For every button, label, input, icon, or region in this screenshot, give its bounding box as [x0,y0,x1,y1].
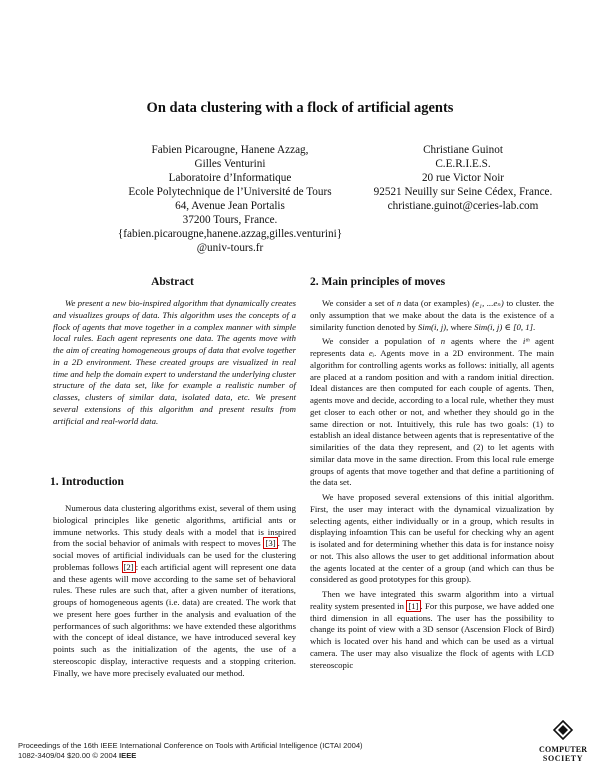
logo-line-1: COMPUTER [539,745,588,754]
author-line: 20 rue Victor Noir [421,172,505,184]
text-span: agents where the [445,336,523,347]
proceedings-footer [18,741,363,760]
text-span: Numerous data clustering algorithms exist, several of them using biological principles like genetic algorithms, artificial ants or immune networks. This study deals with a model that is inspired from the social behavior of animals with respect to moves [53,503,296,549]
principles-paragraph-3: We have proposed several extensions of this initial algorithm. First, the user may interact with the dynamical vizualization by selecting agents, either individually or in a group, which results in displaying infoamtion This can be useful for checking why an agent is isolated and for determining whether this data is for instance noisy or not. This also allows the user to get additional information about the agents located at the center of a group (and which can thus be considered as good prototypes for this group). [310,492,554,585]
abstract-paragraph: We present a new bio-inspired algorithm that dynamically creates and visualizes groups of data. This algorithm uses the concepts of a flock of agents that move together in a complex manner with simple local rules. Each agent represents one data. The agents move with the aim of creating homogeneous groups of data that evolve together in a 2D environment. These created groups are visualized in real time and help the domain expert to understand the underlying cluster structure of the data set, like for example a realistic number of classes, clusters of similar data, isolated data, etc. We present several extensions of this algorithm and present results from artificial and real-world data. [53,298,296,426]
text-span: We consider a population of [322,336,441,347]
text-span: to cluster. the only assumption that we make about the data is the existence of a similarity function denoted by [310,298,555,332]
author-line: C.E.R.I.E.S. [435,158,491,170]
author-line: Christiane Guinot [423,144,503,156]
text-span: We consider a set of [322,298,397,308]
intro-text [53,503,296,679]
text-span: agent represents data [310,336,554,358]
author-line: @univ-tours.fr [196,242,264,254]
author-line: 92521 Neuilly sur Seine Cédex, France. [373,186,553,198]
citation-link-3[interactable]: [3] [265,538,276,549]
author-line: Ecole Polytechnique de l’Université de Tours [128,186,332,198]
copyright-text: 1082-3409/04 $20.00 © 2004 [18,750,120,760]
authors-right [338,143,588,213]
citation-link-1[interactable]: [1] [408,600,419,611]
section-1-heading: 1. Introduction [50,476,124,488]
principles-paragraph-1 [310,298,554,333]
text-span: Then we have integrated this swarm algorithm into a virtual reality system presented in [310,589,554,611]
logo-line-2: SOCIETY [542,754,584,763]
math-data-set: (e₁, ...eₙ) [472,298,504,308]
principles-text [310,298,554,671]
abstract-text [53,298,296,427]
math-sim-range: Sim(i, j) ∈ [0, 1] [474,321,534,332]
math-sim: Sim(i, j) [417,321,447,332]
ieee-computer-society-logo-icon [552,720,574,740]
paper-title: On data clustering with a flock of artificial agents [146,100,454,116]
footer-line-2 [18,751,363,761]
footer-line-1: Proceedings of the 16th IEEE International Conference on Tools with Artificial Intelligence (ICTAI 2004) [18,741,363,750]
principles-paragraph-2 [310,336,554,489]
math-n: n [396,298,402,308]
text-span: . For this purpose, we have added one third dimension in all equations. The user has the possibility to change its point of view with a 3D sensor (Ascension Flock of Bird) which is located over his hand and which can be used as a virtual camera. The user may also visualize the flock of agents with LCD stereoscopic [310,600,554,670]
intro-paragraph [53,503,296,679]
author-line: 37200 Tours, France. [182,214,278,226]
ieee-label: IEEE [119,750,137,760]
author-line: Laboratoire d’Informatique [168,172,292,184]
section-2-heading: 2. Main principles of moves [310,276,446,288]
citation-link-2[interactable]: [2] [123,561,134,572]
math-n: n [440,336,446,347]
author-line: {fabien.picarougne,hanene.azzag,gilles.venturini} [117,228,343,240]
text-span: . Agents move in a 2D environment. The main algorithm for controlling agents works as follows: initially, all agents are placed at a random position and with a random initial direction. Ideal distances are then computed for each couple of agents. Then, agents move and decide, according to a local rule, whether they must get closer to each other or not, and whether they should go in the same direction or not. Intuitively, this rule has two goals: (1) to establish an ideal distance between agents that is representative of the similarities of the data they represent, and (2) to let agents with similar data move in the same direction. From this local rule emerge groups of agents that move together and that define a partitioning of the data set. [310,348,554,488]
author-line: Fabien Picarougne, Hanene Azzag, [151,144,309,156]
abstract-heading: Abstract [151,276,194,288]
author-line: 64, Avenue Jean Portalis [175,200,285,212]
author-line: Gilles Venturini [194,158,266,170]
text-span: : each artificial agent will represent one data and these agents will move according to the same set of behavioral rules. These rules are such that, after a given number of iterations, groups of homogeneous agents (i.e. data) are created. The work that we present here goes further in the analysis and evaluation of the performances of such algorithms: we have extended these algorithms with the concept of ideal distance, we have introduced several key points such as the initialization of the agents, the use of a stereoscopic display, interactive requests and a stopping criterion. Finally, we have more precisely evaluated our method. [53,561,296,678]
math-ei: eᵢ [368,348,375,358]
text-span: , where [446,321,475,332]
math-ith: iᵗʰ [522,336,530,347]
text-span: . [533,321,536,332]
text-span: . The social moves of artificial individuals can be used for the clustering problemas follows [53,538,296,572]
computer-society-logo [539,720,587,763]
text-span: data (or examples) [401,298,473,308]
authors-left [95,143,365,255]
principles-paragraph-4 [310,589,554,671]
author-line: christiane.guinot@ceries-lab.com [387,200,539,212]
